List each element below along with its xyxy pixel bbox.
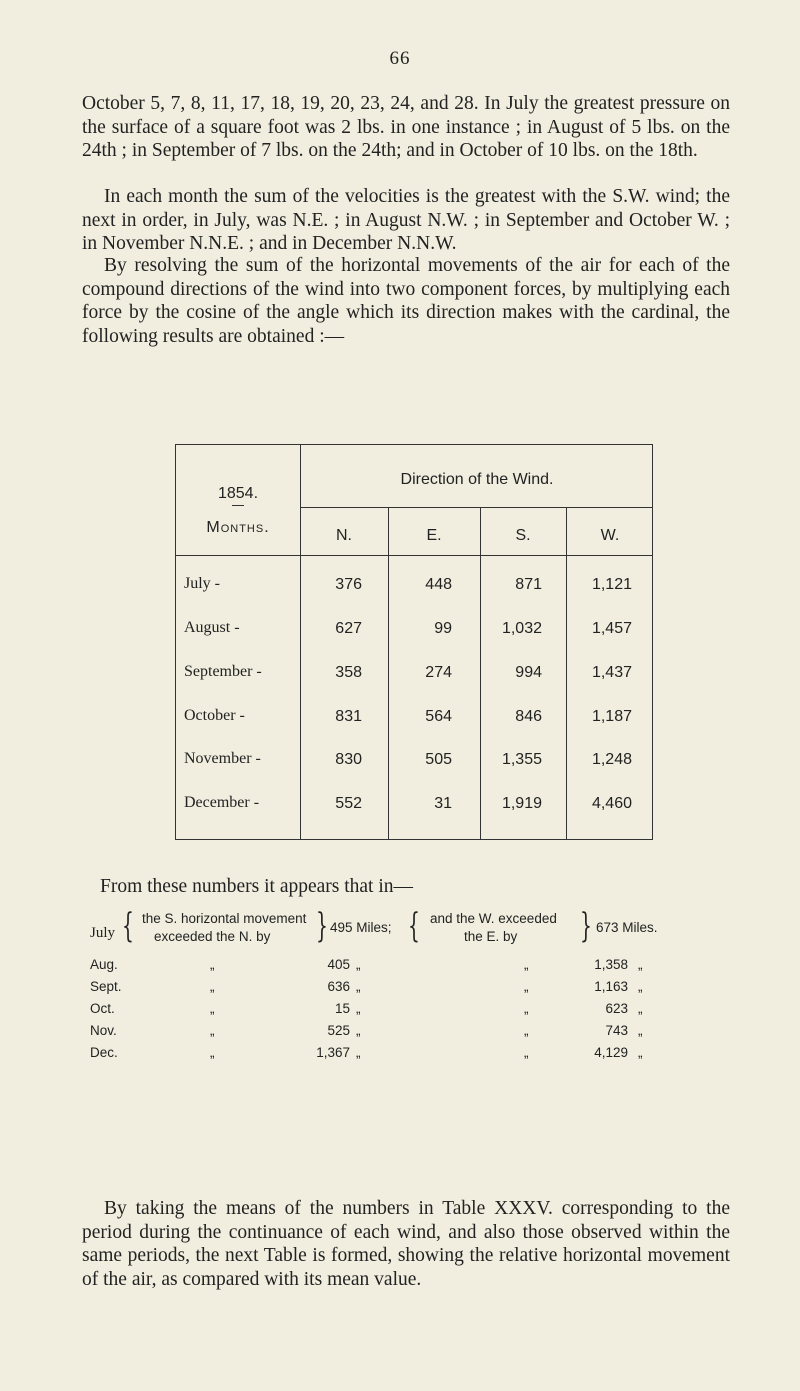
paragraph-pressure: October 5, 7, 8, 11, 17, 18, 19, 20, 23, 24, and 28. In July the greatest pressure on the surface of a square foot was 2 lbs. in one instance ; in August of 5 lbs. on the 24th ; in September of 7 lbs. on the 24th; and in October of 10 lbs. on the 18th. [82,93,730,161]
summary-month: July [90,925,116,941]
table-cell: 31 [434,795,452,812]
ditto-mark: „ [356,1001,361,1016]
table-row-month: December - [184,794,260,811]
table-cell: 376 [335,576,362,593]
ditto-mark: „ [524,1023,529,1038]
table-cell: 830 [335,751,362,768]
summary-desc: and the W. exceeded [430,911,557,926]
summary-value: 623 [605,1001,628,1016]
table-row-month: August - [184,619,240,636]
table-row-month: September - [184,663,262,680]
table-cell: 994 [515,664,542,681]
table-cell: 358 [335,664,362,681]
summary-month: Nov. [90,1023,117,1038]
table-divider [300,445,301,839]
table-year: 1854. [217,485,259,502]
table-months-label: Months. [206,519,270,536]
table-divider [176,555,652,556]
ditto-mark: „ [210,1045,215,1060]
ditto-mark: „ [638,1001,643,1016]
ditto-mark: „ [524,979,529,994]
summary-value: 673 Miles. [596,920,658,935]
summary-month: Dec. [90,1045,118,1060]
direction-header: Direction of the Wind. [400,471,554,488]
table-cell: 846 [515,708,542,725]
paragraph-velocities: In each month the sum of the velocities is the greatest with the S.W. wind; the next in order, in July, was N.E. ; in August N.W. ; in September and October W. ; in November N.N.E. ; and in December N.N.W. [82,186,730,254]
table-cell: 564 [425,708,452,725]
summary-desc: the E. by [464,929,518,944]
left-brace-icon: { [408,906,420,946]
summary-month: Aug. [90,957,118,972]
table-cell: 1,032 [501,620,542,637]
table-cell: 1,919 [501,795,542,812]
ditto-mark: „ [356,1045,361,1060]
summary-desc: exceeded the N. by [154,929,271,944]
column-header-n: N. [336,527,352,544]
summary-value: 15 [334,1001,350,1016]
paragraph-resolving: By resolving the sum of the horizontal movements of the air for each of the compound directions of the wind into two component forces, by multiplying each force by the cosine of the angle which its direction makes with the cardinal, the following results are obtained :— [82,255,730,347]
ditto-mark: „ [524,957,529,972]
summary-desc: the S. horizontal movement [142,911,307,926]
table-row-month: July - [184,575,220,592]
table-cell: 627 [335,620,362,637]
ditto-mark: „ [210,1023,215,1038]
table-cell: 552 [335,795,362,812]
ditto-mark: „ [638,979,643,994]
ditto-mark: „ [638,957,643,972]
table-cell: 1,248 [591,751,632,768]
summary-value: 4,129 [594,1045,628,1060]
column-header-w: W. [600,527,620,544]
page-number: 66 [389,48,411,69]
table-cell: 99 [434,620,452,637]
table-cell: 1,457 [591,620,632,637]
summary-block [90,905,730,1085]
table-row-month: October - [184,707,245,724]
table-cell: 1,437 [591,664,632,681]
ditto-mark: „ [638,1023,643,1038]
summary-intro: From these numbers it appears that in— [100,876,414,897]
ditto-mark: „ [210,1001,215,1016]
table-cell: 448 [425,576,452,593]
summary-value: 636 [327,979,350,994]
right-brace-icon: } [580,906,592,946]
wind-direction-table [175,444,653,840]
table-cell: 1,121 [591,576,632,593]
ditto-mark: „ [210,979,215,994]
table-cell: 831 [335,708,362,725]
ditto-mark: „ [356,979,361,994]
ditto-mark: „ [524,1001,529,1016]
year-underline [232,505,244,506]
ditto-mark: „ [638,1045,643,1060]
summary-value: 495 Miles; [330,920,392,935]
table-row-month: November - [184,750,261,767]
paragraph-means: By taking the means of the numbers in Table XXXV. corresponding to the period during the continuance of each wind, and also those observed within the same periods, the next Table is formed, showing the relative horizontal movement of the air, as compared with its mean value. [82,1198,730,1290]
table-cell: 274 [425,664,452,681]
left-brace-icon: { [122,906,134,946]
summary-month: Sept. [90,979,122,994]
summary-value: 405 [327,957,350,972]
right-brace-icon: } [316,906,328,946]
ditto-mark: „ [356,957,361,972]
ditto-mark: „ [356,1023,361,1038]
ditto-mark: „ [524,1045,529,1060]
summary-value: 1,163 [594,979,628,994]
summary-value: 1,358 [594,957,628,972]
table-divider [300,507,652,508]
table-cell: 4,460 [591,795,632,812]
table-cell: 1,355 [501,751,542,768]
column-header-e: E. [426,527,442,544]
table-cell: 1,187 [591,708,632,725]
ditto-mark: „ [210,957,215,972]
table-cell: 871 [515,576,542,593]
table-cell: 505 [425,751,452,768]
summary-value: 1,367 [316,1045,350,1060]
summary-value: 525 [327,1023,350,1038]
summary-value: 743 [605,1023,628,1038]
summary-month: Oct. [90,1001,115,1016]
column-header-s: S. [515,527,531,544]
